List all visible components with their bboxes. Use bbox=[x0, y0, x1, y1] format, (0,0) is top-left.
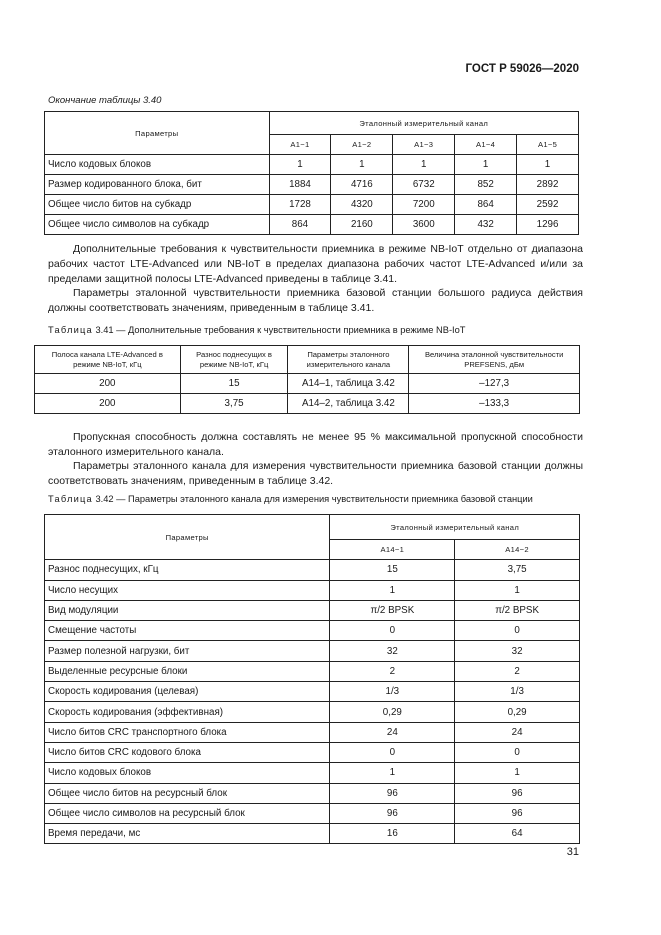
cell: 1/3 bbox=[455, 682, 580, 702]
cell: 1 bbox=[455, 580, 580, 600]
row-label: Скорость кодирования (эффективная) bbox=[45, 702, 330, 722]
row-label: Общее число символов на субкадр bbox=[45, 215, 270, 235]
cell: A14–1, таблица 3.42 bbox=[288, 374, 409, 394]
row-label: Размер кодированного блока, бит bbox=[45, 175, 270, 195]
cell: 2592 bbox=[517, 195, 579, 215]
cell: 852 bbox=[455, 175, 517, 195]
cell: 1296 bbox=[517, 215, 579, 235]
cell: 15 bbox=[330, 560, 455, 580]
cell: –133,3 bbox=[409, 394, 580, 414]
table-row bbox=[45, 155, 579, 175]
column-header: Разнос поднесущих в режиме NB-IoT, кГц bbox=[180, 346, 288, 374]
column-header: Полоса канала LTE-Advanced в режиме NB-IoT, кГц bbox=[35, 346, 181, 374]
table-row bbox=[45, 702, 580, 722]
cell: 864 bbox=[269, 215, 331, 235]
cell: 1 bbox=[331, 155, 393, 175]
table-row bbox=[45, 560, 580, 580]
cell: 24 bbox=[455, 722, 580, 742]
column-header: A14−2 bbox=[455, 540, 580, 560]
group-header: Эталонный измерительный канал bbox=[269, 112, 578, 135]
cell: 0,29 bbox=[455, 702, 580, 722]
row-label: Число несущих bbox=[45, 580, 330, 600]
table-row bbox=[45, 742, 580, 762]
table-row bbox=[35, 374, 580, 394]
cell: 2 bbox=[330, 661, 455, 681]
cell: 1 bbox=[455, 763, 580, 783]
paragraph-text: Параметры эталонной чувствительности приемника базовой станции большого радиуса действия должны соответствовать значениям, приведенным в таблице 3.41. bbox=[48, 287, 583, 314]
table-row bbox=[45, 682, 580, 702]
cell: –127,3 bbox=[409, 374, 580, 394]
table-row bbox=[45, 195, 579, 215]
cell: 200 bbox=[35, 394, 181, 414]
cell: 0,29 bbox=[330, 702, 455, 722]
row-label: Общее число битов на ресурсный блок bbox=[45, 783, 330, 803]
table-row bbox=[45, 641, 580, 661]
cell: 0 bbox=[455, 742, 580, 762]
cell: 96 bbox=[330, 783, 455, 803]
table-3-41 bbox=[34, 345, 580, 414]
column-header: A1−4 bbox=[455, 135, 517, 155]
cell: 2 bbox=[455, 661, 580, 681]
row-label: Общее число битов на субкадр bbox=[45, 195, 270, 215]
cell: 64 bbox=[455, 824, 580, 844]
row-label: Общее число символов на ресурсный блок bbox=[45, 803, 330, 823]
row-label: Число битов CRC кодового блока bbox=[45, 742, 330, 762]
table-row bbox=[45, 215, 579, 235]
cell: 200 bbox=[35, 374, 181, 394]
table-3-42-caption bbox=[48, 494, 533, 504]
cell: 2892 bbox=[517, 175, 579, 195]
column-header: A1−5 bbox=[517, 135, 579, 155]
cell: 6732 bbox=[393, 175, 455, 195]
cell: A14–2, таблица 3.42 bbox=[288, 394, 409, 414]
param-header: Параметры bbox=[45, 112, 270, 155]
cell: 1 bbox=[330, 763, 455, 783]
caption-text: 3.41 — Дополнительные требования к чувствительности приемника в режиме NB-IoT bbox=[95, 325, 466, 335]
cell: 1 bbox=[269, 155, 331, 175]
param-header: Параметры bbox=[45, 515, 330, 560]
column-header: A1−2 bbox=[331, 135, 393, 155]
row-label: Размер полезной нагрузки, бит bbox=[45, 641, 330, 661]
row-label: Число кодовых блоков bbox=[45, 763, 330, 783]
column-header: A14−1 bbox=[330, 540, 455, 560]
table-row bbox=[45, 580, 580, 600]
cell: 2160 bbox=[331, 215, 393, 235]
cell: 0 bbox=[330, 621, 455, 641]
cell: 0 bbox=[330, 742, 455, 762]
caption-word: Таблица bbox=[48, 494, 93, 504]
cell: 7200 bbox=[393, 195, 455, 215]
cell: 1 bbox=[393, 155, 455, 175]
cell: 24 bbox=[330, 722, 455, 742]
cell: 1/3 bbox=[330, 682, 455, 702]
cell: 15 bbox=[180, 374, 288, 394]
cell: 3600 bbox=[393, 215, 455, 235]
paragraph-reference-channel bbox=[48, 459, 583, 489]
paragraph-text: Параметры эталонного канала для измерения чувствительности приемника базовой станции должны соответствовать значениям, приведенным в таблице 3.42. bbox=[48, 460, 583, 487]
column-header: A1−1 bbox=[269, 135, 331, 155]
paragraph-text: Дополнительные требования к чувствительности приемника в режиме NB-IoT отдельно от диапазона рабочих частот LTE-Advanced или NB-IoT в пределах диапазона рабочих частот LTE-Advanced и/или за пределами защитной полосы LTE-Advanced приведены в таблице 3.41. bbox=[48, 243, 583, 285]
header-row bbox=[35, 346, 580, 374]
cell: π/2 BPSK bbox=[330, 600, 455, 620]
row-label: Разнос поднесущих, кГц bbox=[45, 560, 330, 580]
cell: 96 bbox=[455, 803, 580, 823]
paragraph-nb-iot-requirements bbox=[48, 242, 583, 286]
table-row bbox=[45, 661, 580, 681]
row-label: Число битов CRC транспортного блока bbox=[45, 722, 330, 742]
table-row bbox=[45, 824, 580, 844]
table-row bbox=[45, 722, 580, 742]
cell: 32 bbox=[455, 641, 580, 661]
paragraph-throughput bbox=[48, 430, 583, 460]
row-label: Число кодовых блоков bbox=[45, 155, 270, 175]
cell: 1 bbox=[330, 580, 455, 600]
cell: 96 bbox=[455, 783, 580, 803]
cell: 1 bbox=[455, 155, 517, 175]
row-label: Вид модуляции bbox=[45, 600, 330, 620]
table-row bbox=[45, 803, 580, 823]
paragraph-reference-sensitivity bbox=[48, 286, 583, 316]
table-row bbox=[45, 621, 580, 641]
table-row bbox=[35, 394, 580, 414]
cell: 432 bbox=[455, 215, 517, 235]
column-header: A1−3 bbox=[393, 135, 455, 155]
cell: 4320 bbox=[331, 195, 393, 215]
cell: 864 bbox=[455, 195, 517, 215]
table-3-40-continuation-caption: Окончание таблицы 3.40 bbox=[48, 95, 162, 106]
table-row bbox=[45, 763, 580, 783]
cell: 3,75 bbox=[180, 394, 288, 414]
cell: 1728 bbox=[269, 195, 331, 215]
group-header: Эталонный измерительный канал bbox=[330, 515, 580, 540]
caption-word: Таблица bbox=[48, 325, 93, 335]
row-label: Выделенные ресурсные блоки bbox=[45, 661, 330, 681]
cell: 4716 bbox=[331, 175, 393, 195]
row-label: Время передачи, мс bbox=[45, 824, 330, 844]
cell: 1 bbox=[517, 155, 579, 175]
table-row bbox=[45, 783, 580, 803]
row-label: Смещение частоты bbox=[45, 621, 330, 641]
cell: 0 bbox=[455, 621, 580, 641]
table-3-42 bbox=[44, 514, 580, 844]
page-number: 31 bbox=[566, 846, 579, 858]
cell: 1884 bbox=[269, 175, 331, 195]
cell: π/2 BPSK bbox=[455, 600, 580, 620]
cell: 32 bbox=[330, 641, 455, 661]
column-header: Величина эталонной чувствительности PREFSENS, дБм bbox=[409, 346, 580, 374]
caption-text: 3.42 — Параметры эталонного канала для измерения чувствительности приемника базовой станции bbox=[95, 494, 533, 504]
table-row bbox=[45, 600, 580, 620]
table-3-41-caption bbox=[48, 325, 466, 335]
row-label: Скорость кодирования (целевая) bbox=[45, 682, 330, 702]
standard-designation: ГОСТ Р 59026—2020 bbox=[465, 63, 579, 75]
cell: 96 bbox=[330, 803, 455, 823]
cell: 16 bbox=[330, 824, 455, 844]
table-3-40 bbox=[44, 111, 579, 235]
column-header: Параметры эталонного измерительного канала bbox=[288, 346, 409, 374]
paragraph-text: Пропускная способность должна составлять не менее 95 % максимальной пропускной способности эталонного измерительного канала. bbox=[48, 431, 583, 458]
cell: 3,75 bbox=[455, 560, 580, 580]
table-row bbox=[45, 175, 579, 195]
